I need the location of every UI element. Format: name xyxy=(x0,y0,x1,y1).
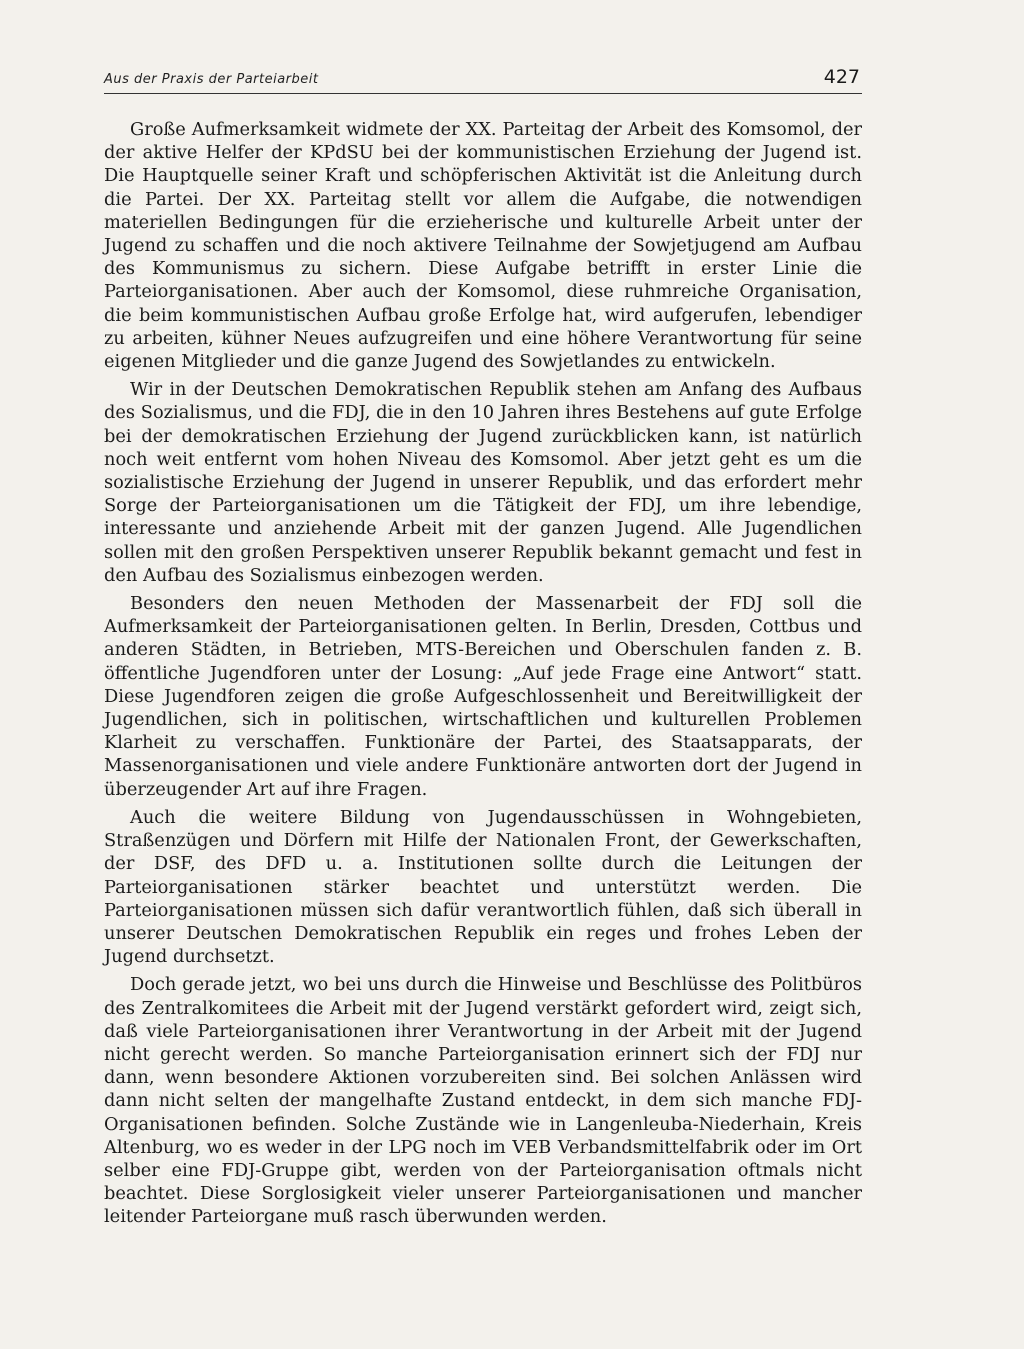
running-head xyxy=(104,66,862,94)
paragraph: Doch gerade jetzt, wo bei uns durch die Hinweise und Beschlüsse des Politbüros des Zentralkomitees die Arbeit mit der Jugend verstärkt gefordert wird, zeigt sich, daß viele Parteiorganisationen ihrer Verantwortung in der Arbeit mit der Jugend nicht gerecht werden. So manche Parteiorganisation erinnert sich der FDJ nur dann, wenn besondere Aktionen vorzubereiten sind. Bei solchen Anlässen wird dann nicht selten der mangelhafte Zustand entdeckt, in dem sich manche FDJ-Organisationen befinden. Solche Zustände wie in Langenleuba-Niederhain, Kreis Altenburg, wo es weder in der LPG noch im VEB Verbandsmittelfabrik oder im Ort selber eine FDJ-Gruppe gibt, werden von der Parteiorganisation oftmals nicht beachtet. Diese Sorglosigkeit vieler unserer Parteiorganisationen und mancher leitender Parteiorgane muß rasch überwunden werden. xyxy=(104,974,862,1228)
body-text xyxy=(104,118,862,1234)
paragraph: Wir in der Deutschen Demokratischen Republik stehen am Anfang des Aufbaus des Sozialismus, und die FDJ, die in den 10 Jahren ihres Bestehens auf gute Erfolge bei der demokratischen Erziehung der Jugend zurückblicken kann, ist natürlich noch weit entfernt vom hohen Niveau des Komsomol. Aber jetzt geht es um die sozialistische Erziehung der Jugend in unserer Republik, und das erfordert mehr Sorge der Parteiorganisationen um die Tätigkeit der FDJ, um ihre lebendige, interessante und anziehende Arbeit mit der ganzen Jugend. Alle Jugendlichen sollen mit den großen Perspektiven unserer Republik bekannt gemacht und fest in den Aufbau des Sozialismus einbezogen werden. xyxy=(104,379,862,586)
header-rule xyxy=(104,93,862,94)
paragraph: Auch die weitere Bildung von Jugendausschüssen in Wohngebieten, Straßenzügen und Dörfern mit Hilfe der Nationalen Front, der Gewerkschaften, der DSF, des DFD u. a. Institutionen sollte durch die Leitungen der Parteiorganisationen stärker beachtet und unterstützt werden. Die Parteiorganisationen müssen sich dafür verantwortlich fühlen, daß sich überall in unserer Deutschen Demokratischen Republik ein reges und frohes Leben der Jugend durchsetzt. xyxy=(104,806,862,968)
paragraph: Große Aufmerksamkeit widmete der XX. Parteitag der Arbeit des Komsomol, der der aktive Helfer der KPdSU bei der kommunistischen Erziehung der Jugend ist. Die Hauptquelle seiner Kraft und schöpferischen Aktivität ist die Anleitung durch die Partei. Der XX. Parteitag stellt vor allem die Aufgabe, die notwendigen materiellen Bedingungen für die erzieherische und kulturelle Arbeit unter der Jugend zu schaffen und die noch aktivere Teilnahme der Sowjetjugend am Aufbau des Kommunismus zu sichern. Diese Aufgabe betrifft in erster Linie die Parteiorganisationen. Aber auch der Komsomol, diese ruhmreiche Organisation, die beim kommunistischen Aufbau große Erfolge hat, wird aufgerufen, lebendiger zu arbeiten, kühner Neues aufzugreifen und eine höhere Verantwortung für seine eigenen Mitglieder und die ganze Jugend des Sowjetlandes zu entwickeln. xyxy=(104,119,862,373)
running-title: Aus der Praxis der Parteiarbeit xyxy=(104,72,319,87)
paragraph: Besonders den neuen Methoden der Massenarbeit der FDJ soll die Aufmerksamkeit der Parteiorganisationen gelten. In Berlin, Dresden, Cottbus und anderen Städten, in Betrieben, MTS-Bereichen und Oberschulen fanden z. B. öffentliche Jugendforen unter der Losung: „Auf jede Frage eine Antwort“ statt. Diese Jugendforen zeigen die große Aufgeschlossenheit und Bereitwilligkeit der Jugendlichen, sich in politischen, wirtschaftlichen und kulturellen Problemen Klarheit zu verschaffen. Funktionäre der Partei, des Staatsapparats, der Massenorganisationen und viele andere Funktionäre antworten dort der Jugend in überzeugender Art auf ihre Fragen. xyxy=(104,593,862,800)
page-number: 427 xyxy=(823,66,860,88)
